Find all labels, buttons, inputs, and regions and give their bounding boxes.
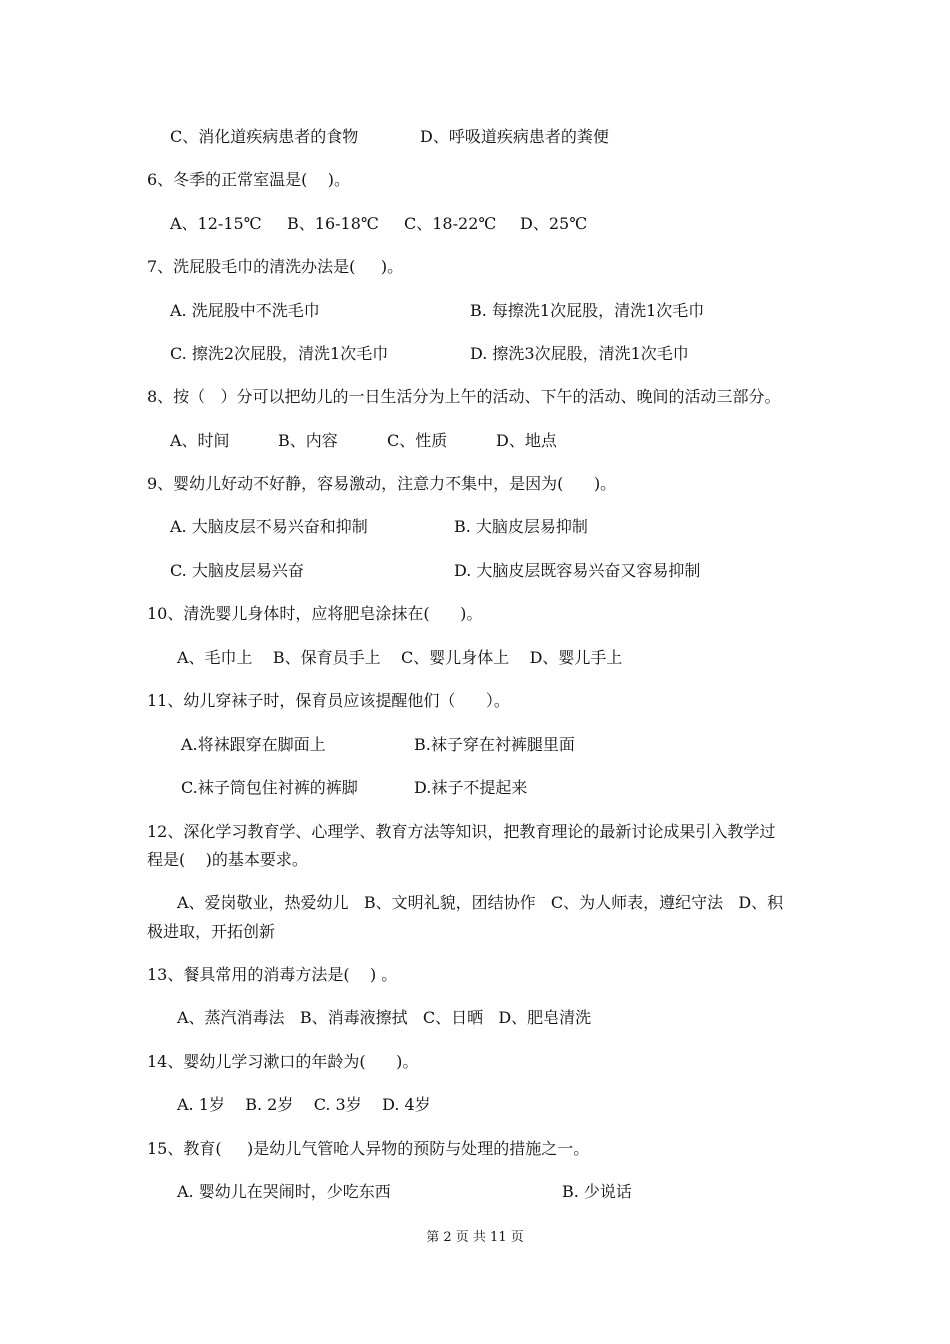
q6-option-d: D、25℃ [520,214,588,233]
q11-option-b: B.袜子穿在衬裤腿里面 [414,735,575,754]
q10-options: A、毛巾上 B、保育员手上 C、婴儿身体上 D、婴儿手上 [177,648,623,667]
question-10: 10、清洗婴儿身体时，应将肥皂涂抹在( )。 [147,604,483,623]
question-11: 11、幼儿穿袜子时，保育员应该提醒他们（ ）。 [147,691,510,710]
q11-option-c: C.袜子筒包住衬裤的裤脚 [181,778,358,797]
q7-option-d: D. 擦洗3次屁股，清洗1次毛巾 [470,344,689,363]
q9-option-d: D. 大脑皮层既容易兴奋又容易抑制 [454,561,701,580]
question-15: 15、教育( )是幼儿气管呛人异物的预防与处理的措施之一。 [147,1139,590,1158]
q8-option-a: A、时间 [170,431,230,450]
q15-option-a: A. 婴幼儿在哭闹时，少吃东西 [177,1182,391,1201]
q9-option-c: C. 大脑皮层易兴奋 [170,561,304,580]
q7-option-a: A. 洗屁股中不洗毛巾 [170,301,320,320]
q6-option-b: B、16-18℃ [287,214,379,233]
q5-option-c: C、消化道疾病患者的食物 [170,127,359,146]
q9-option-b: B. 大脑皮层易抑制 [454,517,588,536]
q9-option-a: A. 大脑皮层不易兴奋和抑制 [170,517,368,536]
question-7: 7、洗屁股毛巾的清洗办法是( )。 [147,257,404,276]
question-6: 6、冬季的正常室温是( )。 [147,170,351,189]
q8-option-b: B、内容 [278,431,338,450]
question-9: 9、婴幼儿好动不好静，容易激动，注意力不集中，是因为( )。 [147,474,617,493]
q7-option-c: C. 擦洗2次屁股，清洗1次毛巾 [170,344,389,363]
q13-options: A、蒸汽消毒法 B、消毒液擦拭 C、日晒 D、肥皂清洗 [177,1008,592,1027]
question-8: 8、按（ ）分可以把幼儿的一日生活分为上午的活动、下午的活动、晚间的活动三部分。 [147,387,781,406]
question-13: 13、餐具常用的消毒方法是( ) 。 [147,965,398,984]
q15-option-b: B. 少说话 [562,1182,632,1201]
question-12-line-1: 12、深化学习教育学、心理学、教育方法等知识，把教育理论的最新讨论成果引入教学过 [147,822,776,841]
q8-option-d: D、地点 [496,431,557,450]
q6-option-a: A、12-15℃ [170,214,262,233]
page-number-footer: 第 2 页 共 11 页 [426,1230,524,1245]
q11-option-d: D.袜子不提起来 [414,778,528,797]
q12-options-line-1: A、爱岗敬业，热爱幼儿 B、文明礼貌，团结协作 C、为人师表，遵纪守法 D、积 [177,893,784,912]
q11-option-a: A.将袜跟穿在脚面上 [181,735,326,754]
q12-options-line-2: 极进取，开拓创新 [147,922,276,941]
question-14: 14、婴幼儿学习漱口的年龄为( )。 [147,1052,419,1071]
q8-option-c: C、性质 [387,431,448,450]
question-12-line-2: 程是( )的基本要求。 [147,850,308,869]
q7-option-b: B. 每擦洗1次屁股，清洗1次毛巾 [470,301,705,320]
q6-option-c: C、18-22℃ [404,214,497,233]
q5-option-d: D、呼吸道疾病患者的粪便 [420,127,609,146]
q14-options: A. 1岁 B. 2岁 C. 3岁 D. 4岁 [177,1095,431,1114]
